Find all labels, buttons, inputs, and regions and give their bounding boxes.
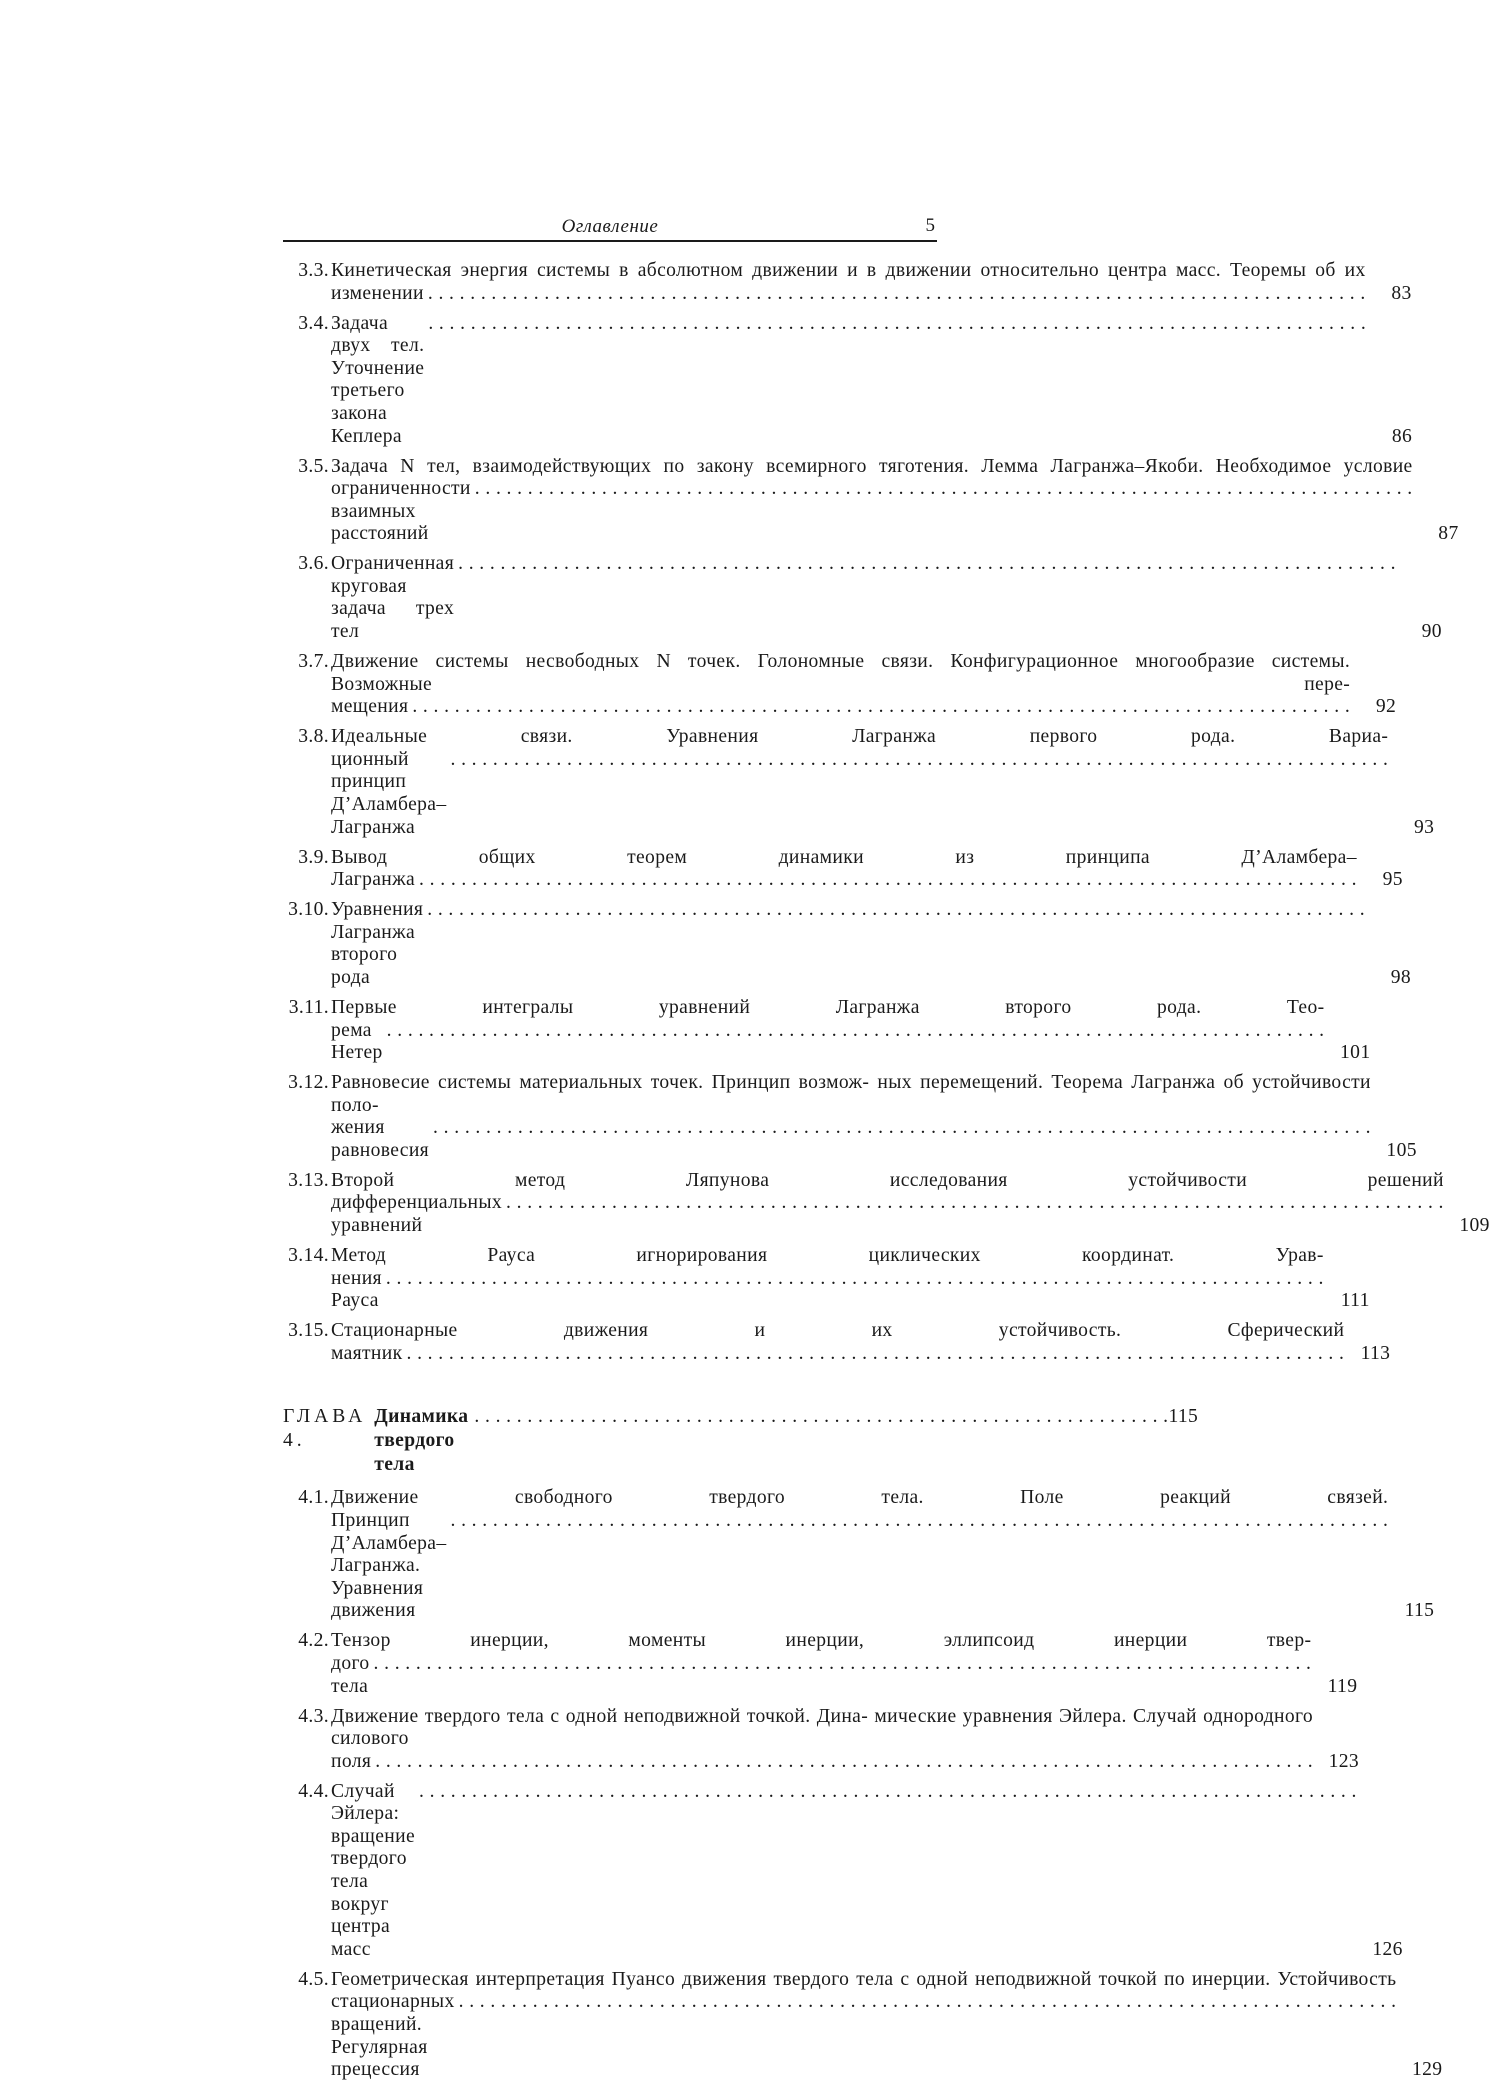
chapter-heading[interactable]: [283, 1405, 1199, 1477]
section-title-last-line: [331, 478, 1413, 546]
section-title-last-line: [331, 1510, 1388, 1623]
section-title-line: Идеальные связи. Уравнения Лагранжа первого рода. Вариа-: [331, 726, 1389, 748]
page-number: 119: [1327, 1675, 1358, 1697]
header-title: Оглавление: [561, 216, 659, 237]
toc-entry[interactable]: [283, 1705, 1360, 1774]
table-of-contents: [283, 260, 1490, 2089]
page-number: 83: [1391, 282, 1412, 304]
section-title-last-line: [331, 1268, 1324, 1313]
page-number: 129: [1411, 2059, 1443, 2081]
toc-entry[interactable]: [283, 1320, 1391, 1365]
toc-entry[interactable]: [283, 1169, 1490, 1238]
section-title-last-line: [331, 1117, 1371, 1162]
section-body: [331, 847, 1403, 892]
section-title-line: Метод Рауса игнорирования циклических координат. Урав-: [331, 1245, 1324, 1267]
section-title-line: Стационарные движения и их устойчивость. Сферический: [331, 1320, 1345, 1342]
section-title-text: дого тела: [331, 1652, 370, 1697]
section-number: 3.15.: [288, 1320, 329, 1342]
section-number: 4.2.: [298, 1630, 329, 1652]
section-body: [331, 313, 1412, 449]
section-title-line: Движение системы несвободных N точек. Голономные связи. Конфигурационное многообразие системы. Возможные пере-: [331, 651, 1351, 695]
section-number: 4.4.: [298, 1780, 329, 1802]
section-title-last-line: [331, 1192, 1444, 1237]
section-title-last-line: [331, 313, 1366, 449]
section-body: [331, 1969, 1442, 2082]
toc-entry[interactable]: [283, 996, 1371, 1065]
section-number: 4.3.: [298, 1705, 329, 1727]
page-number: 90: [1421, 621, 1442, 643]
toc-entry[interactable]: [283, 260, 1412, 305]
section-body: [331, 1487, 1434, 1623]
section-title-text: стационарных вращений. Регулярная прецессия: [331, 1991, 455, 2081]
dot-leader: [475, 478, 1413, 501]
section-title-text: рема Нетер: [331, 1019, 383, 1064]
section-body: [331, 1245, 1370, 1313]
section-body: [331, 1320, 1390, 1365]
section-title-line: Второй метод Ляпунова исследования устойчивости решений: [331, 1169, 1444, 1191]
section-body: [331, 651, 1396, 719]
page-number: 113: [1360, 1342, 1391, 1364]
section-number: 4.5.: [298, 1968, 329, 1990]
section-title-text: изменении: [331, 282, 424, 304]
dot-leader: [450, 749, 1388, 772]
toc-entry[interactable]: [283, 1630, 1358, 1698]
toc-entry[interactable]: [283, 1487, 1435, 1623]
section-title-last-line: [331, 1991, 1396, 2081]
section-number: 3.5.: [298, 455, 329, 477]
section-number: 3.9.: [298, 846, 329, 868]
dot-leader: [428, 313, 1366, 336]
dot-leader: [459, 1991, 1397, 2014]
section-title-line: Вывод общих теорем динамики из принципа Д’Аламбера–: [331, 846, 1357, 868]
section-title-last-line: [331, 1751, 1313, 1774]
section-title-text: нения Рауса: [331, 1267, 382, 1312]
page-number: 98: [1390, 966, 1412, 988]
page-number: 115: [1404, 1600, 1435, 1622]
section-number: 4.1.: [298, 1487, 329, 1509]
toc-entry[interactable]: [283, 651, 1397, 719]
section-title-text: Лагранжа: [331, 869, 416, 891]
section-title-last-line: [331, 1781, 1357, 1962]
section-title-text: дифференциальных уравнений: [331, 1192, 503, 1237]
section-title-line: Равновесие системы материальных точек. Принцип возмож- ных перемещений. Теорема Лагранжа об устойчивости поло-: [331, 1072, 1371, 1116]
section-title-last-line: [331, 869, 1357, 892]
chapter-label: ГЛАВА 4.: [283, 1406, 367, 1452]
toc-entry[interactable]: [283, 1968, 1443, 2082]
dot-leader: [419, 1781, 1357, 1804]
section-body: [331, 726, 1434, 839]
section-body: [331, 899, 1411, 989]
section-title-text: мещения: [331, 696, 409, 718]
section-number: 3.3.: [298, 260, 329, 281]
toc-entry[interactable]: [283, 312, 1413, 449]
section-title-text: Случай Эйлера: вращение твердого тела вокруг центра масс: [331, 1780, 415, 1960]
page-number: 93: [1414, 816, 1435, 838]
section-title-line: Первые интегралы уравнений Лагранжа второго рода. Тео-: [331, 996, 1325, 1018]
section-title-text: Задача двух тел. Уточнение третьего закона Кеплера: [331, 312, 425, 447]
section-number: 3.11.: [288, 996, 329, 1018]
page-number: 111: [1340, 1290, 1370, 1312]
section-body: [331, 1781, 1403, 1962]
section-body: [331, 1072, 1417, 1162]
page-number: 95: [1382, 869, 1403, 891]
section-body: [331, 1170, 1490, 1238]
section-title-last-line: [331, 1343, 1344, 1366]
section-title-text: Принцип Д’Аламбера–Лагранжа. Уравнения движения: [331, 1510, 447, 1622]
dot-leader: [386, 1268, 1324, 1291]
section-body: [331, 456, 1459, 546]
page-number: 105: [1386, 1139, 1417, 1161]
section-title-text: Уравнения Лагранжа второго рода: [331, 899, 424, 988]
section-title-last-line: [331, 696, 1350, 719]
page-number: 92: [1375, 696, 1397, 718]
dot-leader: [374, 1653, 1312, 1676]
section-number: 3.7.: [298, 651, 329, 673]
toc-entry[interactable]: [283, 726, 1435, 839]
section-title-last-line: [331, 1020, 1324, 1065]
toc-entry[interactable]: [283, 455, 1459, 546]
dot-leader: [412, 696, 1350, 719]
page-number: 87: [1438, 523, 1459, 545]
section-body: [331, 553, 1442, 643]
dot-leader: [387, 1020, 1325, 1043]
section-body: [331, 997, 1370, 1065]
chapter-title: Динамика твердого тела: [374, 1406, 469, 1476]
section-title-last-line: [331, 1653, 1311, 1698]
section-body: [331, 1630, 1357, 1698]
page-number: 123: [1328, 1750, 1360, 1772]
section-number: 3.4.: [298, 312, 329, 334]
dot-leader: [427, 899, 1365, 922]
dot-leader: [406, 1343, 1344, 1366]
section-title-line: Кинетическая энергия системы в абсолютном движении и в движении относительно центра масс. Теоремы об их: [331, 260, 1366, 281]
section-title-text: поля: [331, 1750, 372, 1772]
dot-leader: [474, 1405, 1168, 1429]
dot-leader: [458, 553, 1396, 576]
section-title-text: ционный принцип Д’Аламбера–Лагранжа: [331, 748, 447, 838]
section-title-text: маятник: [331, 1342, 403, 1364]
section-title-last-line: [331, 749, 1388, 839]
section-number: 3.13.: [288, 1169, 329, 1191]
page-number: 86: [1391, 425, 1413, 447]
section-title-text: Ограниченная круговая задача трех тел: [331, 553, 455, 643]
section-body: [331, 260, 1412, 305]
section-body: [331, 1706, 1359, 1774]
section-title-line: Геометрическая интерпретация Пуансо движения твердого тела с одной неподвижной точкой по инерции. Устойчивость: [331, 1968, 1397, 1990]
page-number: 109: [1459, 1215, 1490, 1237]
dot-leader: [506, 1192, 1444, 1215]
toc-entry[interactable]: [283, 1245, 1370, 1313]
section-number: 3.14.: [288, 1245, 329, 1267]
section-title-line: Задача N тел, взаимодействующих по закону всемирного тяготения. Лемма Лагранжа–Якоби. Необходимое условие: [331, 455, 1413, 477]
section-number: 3.10.: [288, 899, 329, 921]
section-title-last-line: [331, 899, 1365, 989]
dot-leader: [433, 1117, 1371, 1140]
toc-entry[interactable]: [283, 1780, 1403, 1962]
section-title-text: ограниченности взаимных расстояний: [331, 478, 471, 545]
running-header: [283, 214, 937, 242]
section-number: 3.8.: [298, 726, 329, 748]
toc-entry[interactable]: [283, 899, 1412, 989]
dot-leader: [375, 1751, 1313, 1774]
section-number: 3.6.: [298, 553, 329, 575]
page-number: 115: [1168, 1406, 1199, 1428]
section-title-line: Движение твердого тела с одной неподвижной точкой. Дина- мические уравнения Эйлера. Случай однородного силового: [331, 1705, 1314, 1750]
section-number: 3.12.: [288, 1072, 329, 1094]
section-title-line: Тензор инерции, моменты инерции, эллипсоид инерции твер-: [331, 1630, 1312, 1652]
page-number: 126: [1372, 1938, 1403, 1960]
dot-leader: [450, 1510, 1388, 1533]
toc-entry[interactable]: [283, 846, 1403, 892]
dot-leader: [428, 283, 1366, 306]
section-title-last-line: [331, 283, 1366, 306]
header-page-number: 5: [925, 215, 935, 236]
toc-entry[interactable]: [283, 1072, 1417, 1162]
section-title-line: Движение свободного твердого тела. Поле реакций связей.: [331, 1487, 1389, 1509]
page-number: 101: [1340, 1042, 1371, 1064]
toc-entry[interactable]: [283, 553, 1442, 643]
section-title-text: жения равновесия: [331, 1117, 430, 1161]
section-title-last-line: [331, 553, 1396, 643]
dot-leader: [419, 869, 1357, 892]
